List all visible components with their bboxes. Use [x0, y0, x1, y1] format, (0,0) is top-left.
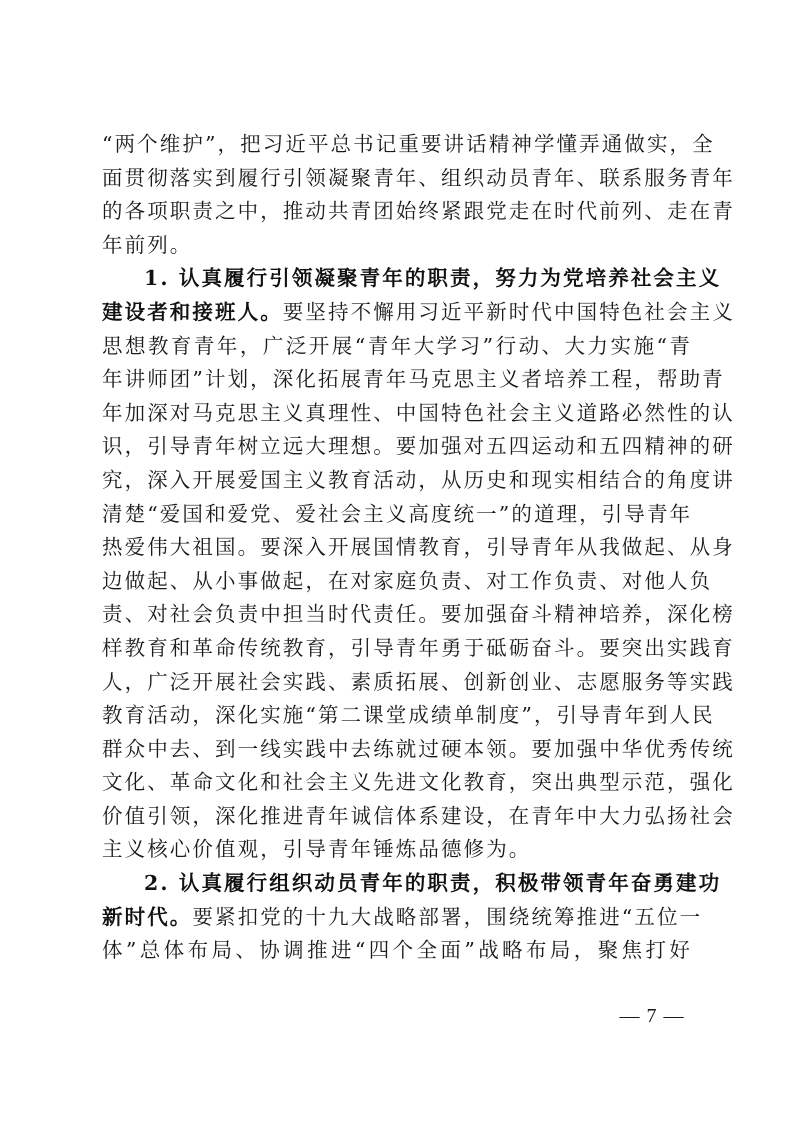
- text-line: 面贯彻落实到履行引领凝聚青年、组织动员青年、联系服务青年: [102, 165, 735, 190]
- text-line: 价值引领，深化推进青年诚信体系建设，在青年中大力弘扬社会: [102, 803, 735, 828]
- text-line: “两个维护”，把习近平总书记重要讲话精神学懂弄通做实，全: [102, 132, 715, 156]
- text-line: 的各项职责之中，推动共青团始终紧跟党走在时代前列、走在青: [102, 199, 735, 224]
- text-line: 体”总体布局、协调推进“四个全面”战略布局，聚焦打好: [102, 938, 692, 963]
- text-line: 思想教育青年，广泛开展“青年大学习”行动、大力实施“青: [102, 333, 692, 358]
- text-line: 究，深入开展爱国主义教育活动，从历史和现实相结合的角度讲: [102, 467, 735, 492]
- text-line: 教育活动，深化实施“第二课堂成绩单制度”，引导青年到人民: [102, 703, 715, 728]
- text-line: 样教育和革命传统教育，引导青年勇于砥砺奋斗。要突出实践育: [102, 635, 735, 660]
- text-line: 人，广泛开展社会实践、素质拓展、创新创业、志愿服务等实践: [102, 669, 735, 694]
- text-line: 年前列。: [102, 232, 193, 257]
- text-line: 识，引导青年树立远大理想。要加强对五四运动和五四精神的研: [102, 434, 735, 459]
- section-heading-1-cont: 建设者和接班人。: [102, 299, 283, 324]
- text-line: 清楚“爱国和爱党、爱社会主义高度统一”的道理，引导青年: [102, 501, 693, 526]
- body-text: [102, 128, 735, 968]
- section-heading-1: 1. 认真履行引领凝聚青年的职责，努力为党培养社会主义: [144, 266, 722, 291]
- section-heading-2-cont: 新时代。: [102, 904, 193, 929]
- text-line: 建设者和接班人。要坚持不懈用习近平新时代中国特色社会主义: [102, 299, 735, 324]
- page-number: — 7 —: [619, 1005, 685, 1027]
- text-line: 文化、革命文化和社会主义先进文化教育，突出典型示范，强化: [102, 770, 735, 795]
- text-line: 年加深对马克思主义真理性、中国特色社会主义道路必然性的认: [102, 400, 735, 425]
- text-line: 群众中去、到一线实践中去练就过硬本领。要加强中华优秀传统: [102, 736, 735, 761]
- text-line: 主义核心价值观，引导青年锤炼品德修为。: [102, 837, 532, 862]
- text-line: 年讲师团”计划，深化拓展青年马克思主义者培养工程，帮助青: [102, 367, 725, 392]
- text-line: 热爱伟大祖国。要深入开展国情教育，引导青年从我做起、从身: [102, 535, 735, 560]
- section-heading-2: 2. 认真履行组织动员青年的职责，积极带领青年奋勇建功: [144, 871, 722, 896]
- text-line: 新时代。要紧扣党的十九大战略部署，围绕统筹推进“五位一: [102, 904, 703, 929]
- text-line: 责、对社会负责中担当时代责任。要加强奋斗精神培养，深化榜: [102, 602, 735, 627]
- text-line: 边做起、从小事做起，在对家庭负责、对工作负责、对他人负: [102, 568, 713, 593]
